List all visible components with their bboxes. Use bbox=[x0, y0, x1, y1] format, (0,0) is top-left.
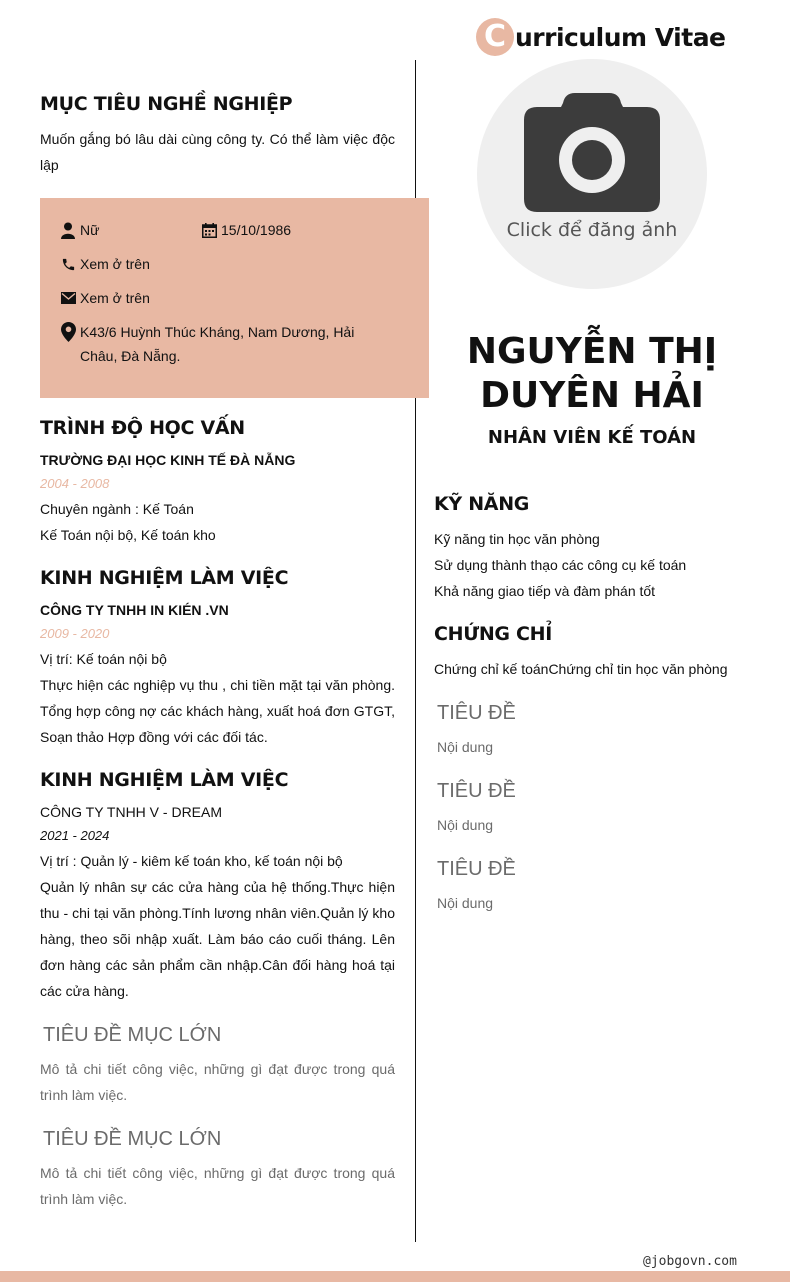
calendar-icon bbox=[201, 218, 217, 242]
experience-description[interactable]: Thực hiện các nghiệp vụ thu , chi tiền mặt tại văn phòng. Tổng hợp công nợ các khách hàng, xuất hoá đơn GTGT, Soạn thảo Hợp đồng với các đối tác. bbox=[40, 677, 395, 745]
site-watermark: @jobgovn.com bbox=[643, 1254, 737, 1269]
right-placeholder-heading[interactable]: TIÊU ĐỀ bbox=[437, 858, 516, 880]
logo-text: urriculum Vitae bbox=[515, 22, 726, 52]
experience-heading: KINH NGHIỆM LÀM VIỆC bbox=[40, 769, 289, 791]
skills-heading: KỸ NĂNG bbox=[434, 493, 530, 515]
experience-position[interactable]: Vị trí : Quản lý - kiêm kế toán kho, kế toán nội bộ bbox=[40, 853, 343, 869]
email-value: Xem ở trên bbox=[80, 290, 150, 306]
contact-info-box bbox=[40, 198, 429, 398]
address-row[interactable] bbox=[60, 320, 390, 368]
school-name[interactable]: TRƯỜNG ĐẠI HỌC KINH TẾ ĐÀ NẴNG bbox=[40, 452, 296, 468]
experience-position[interactable]: Vị trí: Kế toán nội bộ bbox=[40, 651, 167, 667]
objective-text[interactable]: Muốn gắng bó lâu dài cùng công ty. Có thể làm việc độc lập bbox=[40, 131, 395, 173]
experience-heading: KINH NGHIỆM LÀM VIỆC bbox=[40, 567, 289, 589]
experience-company[interactable]: CÔNG TY TNHH V - DREAM bbox=[40, 804, 223, 820]
experience-description[interactable]: Quản lý nhân sự các cửa hàng của hệ thống.Thực hiện thu - chi tại văn phòng.Tính lương nhân viên.Quản lý kho hàng, theo sõi nhập xuất. Làm báo cáo cuối tháng. Lên đơn hàng các sản phẩm cần nhập.Cân đối hàng hoá tại các cửa hàng. bbox=[40, 879, 395, 999]
skill-item[interactable]: Sử dụng thành thạo các công cụ kế toán bbox=[434, 557, 687, 573]
user-icon bbox=[60, 218, 76, 242]
experience-period[interactable]: 2009 - 2020 bbox=[40, 626, 110, 641]
objective-heading: MỤC TIÊU NGHỀ NGHIỆP bbox=[40, 93, 293, 115]
right-placeholder-heading[interactable]: TIÊU ĐỀ bbox=[437, 780, 516, 802]
experience-period[interactable]: 2021 - 2024 bbox=[40, 828, 110, 843]
gender-value: Nữ bbox=[80, 222, 100, 238]
cv-logo bbox=[476, 16, 726, 58]
job-title[interactable]: NHÂN VIÊN KẾ TOÁN bbox=[487, 427, 697, 448]
photo-upload[interactable] bbox=[477, 59, 707, 289]
placeholder-section-heading[interactable]: TIÊU ĐỀ MỤC LỚN bbox=[43, 1128, 222, 1150]
right-placeholder-text[interactable]: Nội dung bbox=[437, 817, 494, 833]
education-heading: TRÌNH ĐỘ HỌC VẤN bbox=[40, 417, 245, 439]
gender-row[interactable] bbox=[60, 218, 99, 242]
education-period[interactable]: 2004 - 2008 bbox=[40, 476, 110, 491]
experience-company[interactable]: CÔNG TY TNHH IN KIÉN .VN bbox=[40, 602, 229, 618]
photo-upload-label: Click để đăng ảnh bbox=[506, 219, 678, 241]
placeholder-section-heading[interactable]: TIÊU ĐỀ MỤC LỚN bbox=[43, 1024, 222, 1046]
skill-item[interactable]: Khả năng giao tiếp và đàm phán tốt bbox=[434, 583, 656, 599]
birthday-value: 15/10/1986 bbox=[221, 222, 292, 238]
location-pin-icon bbox=[60, 320, 76, 344]
right-placeholder-text[interactable]: Nội dung bbox=[437, 739, 494, 755]
camera-icon bbox=[523, 93, 661, 213]
full-name[interactable]: NGUYỄN THỊ DUYÊN HẢI bbox=[466, 331, 718, 416]
certificates-heading: CHỨNG CHỈ bbox=[434, 623, 553, 645]
placeholder-section-text[interactable]: Mô tả chi tiết công việc, những gì đạt được trong quá trình làm việc. bbox=[40, 1061, 395, 1103]
certificates-text[interactable]: Chứng chỉ kế toánChứng chỉ tin học văn phòng bbox=[434, 661, 728, 677]
placeholder-section-text[interactable]: Mô tả chi tiết công việc, những gì đạt được trong quá trình làm việc. bbox=[40, 1165, 395, 1207]
phone-icon bbox=[60, 252, 76, 276]
envelope-icon bbox=[60, 286, 76, 310]
right-placeholder-heading[interactable]: TIÊU ĐỀ bbox=[437, 702, 516, 724]
email-row[interactable] bbox=[60, 286, 150, 310]
education-major[interactable]: Chuyên ngành : Kế Toán bbox=[40, 501, 194, 517]
address-value: K43/6 Huỳnh Thúc Kháng, Nam Dương, Hải Châu, Đà Nẵng. bbox=[80, 324, 355, 364]
phone-value: Xem ở trên bbox=[80, 256, 150, 272]
right-placeholder-text[interactable]: Nội dung bbox=[437, 895, 494, 911]
logo-letter: C bbox=[476, 18, 514, 56]
skill-item[interactable]: Kỹ năng tin học văn phòng bbox=[434, 531, 600, 547]
bottom-accent-bar bbox=[0, 1271, 790, 1282]
education-detail[interactable]: Kế Toán nội bộ, Kế toán kho bbox=[40, 527, 216, 543]
phone-row[interactable] bbox=[60, 252, 150, 276]
birthday-row[interactable] bbox=[201, 218, 291, 242]
